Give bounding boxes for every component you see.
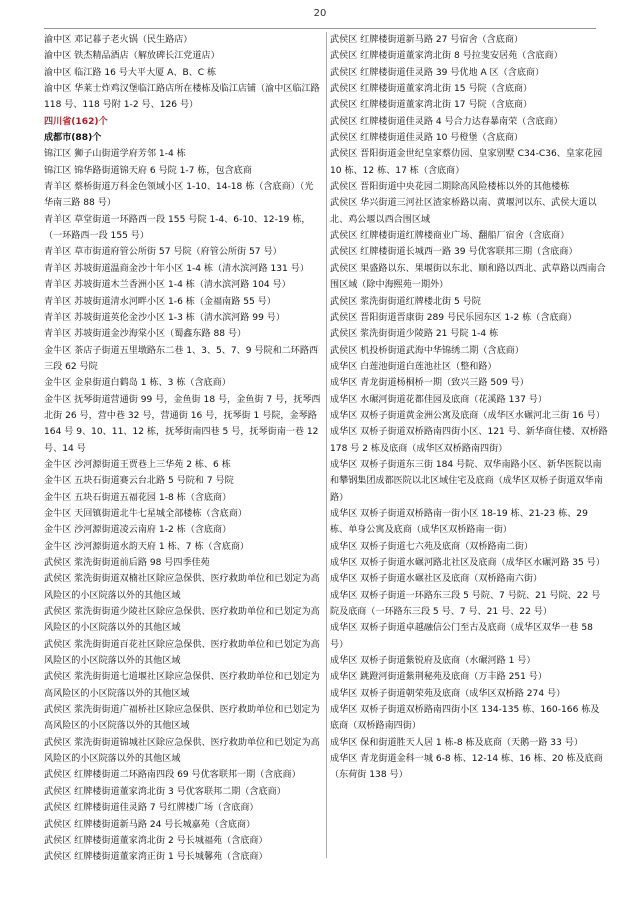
list-item: 武侯区 红牌楼街道佳灵路 7 号红牌楼广场（含底商） — [44, 803, 259, 814]
list-item: 渝中区 临江路 16 号大平大厦 A、B、C 栋 — [44, 67, 217, 78]
list-item: 金牛区 天回镇街道北牛七星城全部楼栋（含底商） — [44, 508, 247, 519]
list-item: 青羊区 苏坡街道金沙海棠小区（蜀鑫东路 88 号） — [44, 329, 247, 340]
city-heading: 成都市(88)个 — [44, 133, 102, 144]
list-item: 渝中区 华莱士炸鸡汉堡临江路店所在楼栋及临江店铺（渝中区临江路 118 号、118 号附 1-2 号、126 号） — [44, 84, 320, 111]
list-item: 成华区 双桥子街道紫锐府及底商（水碾河路 1 号） — [330, 656, 536, 667]
list-item: 渝中区 邓记暮子老火锅（民生路店） — [44, 35, 193, 45]
list-item: 成华区 双桥子街道东三街 184 号院、双华南路小区、新华医院以南和攀钢集团成都医院以北区域住宅及底商（成华区双桥子街道双华南路） — [330, 459, 603, 503]
column-divider — [326, 32, 327, 858]
list-item: 武侯区 红牌楼街道董家湾北街 17 号院（含底商） — [330, 100, 533, 111]
list-item: 成华区 双桥子街道水碾河路北社区及底商（成华区水碾河路 35 号） — [330, 558, 605, 568]
list-item: 武侯区 浆洗街街道双楠社区除应急保供、医疗救助单位和已划定为高风险区的小区院落以外的其他区域 — [44, 574, 320, 601]
list-item: 青羊区 草市街道府管公所街 57 号院（府管公所街 57 号） — [44, 247, 282, 258]
list-item: 武侯区 红牌楼街道新马路 27 号宿舍（含底商） — [330, 35, 524, 45]
list-item: 青羊区 苏坡街道温商金沙十年小区 1-4 栋（清水滨河路 131 号） — [44, 263, 309, 274]
list-item: 武侯区 晋阳街道中央花园二期除高风险楼栋以外的其他楼栋 — [330, 182, 570, 193]
list-item: 武侯区 红牌楼街道佳灵路 4 号合力达春暴南荣（含底商） — [330, 116, 563, 127]
list-item: 武侯区 机投桥街道武海中华锦绣二期（含底商） — [330, 345, 524, 356]
list-item: 青羊区 苏坡街道英伦金沙小区 1-3 栋（清水滨河路 99 号） — [44, 312, 285, 323]
list-item: 武侯区 浆洗街街道百花社区除应急保供、医疗救助单位和已划定为高风险区的小区院落以外的其他区域 — [44, 639, 320, 667]
list-item: 金牛区 茶店子街道五里墩路东二巷 1、3、5、7、9 号院和二环路西三段 62 号院 — [44, 345, 319, 372]
list-item: 成华区 双桥子街道黄金洲公寓及底商（成华区水碾河北三街 16 号） — [330, 410, 605, 421]
list-item: 金牛区 沙河源街道凌云南府 1-2 栋（含底商） — [44, 525, 232, 536]
list-item: 武侯区 浆洗街街道少陵社区除应急保供、医疗救助单位和已划定为高风险区的小区院落以外的其他区域 — [44, 607, 320, 634]
list-item: 成华区 双桥子街道卓越融信公门至古及底商（成华区双华一巷 58 号） — [330, 623, 593, 650]
page-number: 20 — [313, 8, 327, 19]
list-item: 武侯区 红牌楼街道长城西一路 39 号优客联邦三期（含底商） — [330, 247, 578, 258]
list-item: 武侯区 浆洗街街道红牌楼北街 5 号院 — [330, 296, 481, 307]
list-item: 成华区 白莲池街道白莲池社区（整和路） — [330, 361, 497, 372]
list-item: 成华区 跳蹬河街道紫荆秘苑及底商（万丰路 251 号） — [330, 672, 547, 683]
list-item: 武侯区 红牌楼街道董家湾北街 8 号拉斐安居苑（含底商） — [330, 51, 563, 62]
list-item: 金牛区 金泉街道白鹤岛 1 栋、3 栋（含底商） — [44, 378, 231, 389]
list-item: 武侯区 红牌楼街道二环路南四段 69 号优客联邦一期（含底商） — [44, 770, 301, 781]
province-heading: 四川省(162)个 — [44, 116, 108, 127]
list-item: 武侯区 浆洗街街道少陵路 21 号院 1-4 栋 — [330, 329, 499, 340]
list-item: 金牛区 抚琴街道营通街 99 号，金鱼街 18 号，金鱼街 7 号，抚琴西北街 26 号，营中巷 32 号，营通街 16 号，抚琴街 1 号院，金琴路 164 号 9、10、11、12 栋，抚琴街南四巷 5 号，抚琴街南一巷 12 号、14 号 — [44, 394, 321, 454]
list-item: 锦江区 狮子山街道学府芳邻 1-4 栋 — [44, 149, 186, 160]
right-column — [330, 32, 608, 784]
header-rule — [44, 28, 596, 29]
list-item: 武侯区 红牌楼街道董家湾北街 3 号优客联邦二期（含底商） — [44, 786, 286, 797]
list-item: 武侯区 红牌楼街道佳灵路 39 号优地 A 区（含底商） — [330, 67, 545, 78]
list-item: 武侯区 晋阳街道金世纪皇家蔡仂园、皇家别墅 C34-C36、皇家花园 10 栋、12 栋、17 栋（含底商） — [330, 149, 603, 176]
list-item: 金牛区 五块石街道五福花园 1-8 栋（含底商） — [44, 492, 232, 503]
list-item: 武侯区 果盛路以东、果堰街以东北、顺和路以西北、武草路以西南合围区域（除中海熙苑一期外） — [330, 263, 606, 291]
list-item: 武侯区 红牌楼街道董家湾北街 15 号院（含底商） — [330, 84, 533, 95]
list-item: 武侯区 浆洗街街道前后路 98 号四季佳苑 — [44, 558, 210, 568]
list-item: 渝中区 铁杰精品酒店（解放碑长江党道店） — [44, 51, 220, 62]
list-item: 青羊区 苏坡街道木兰香洲小区 1-4 栋（清水滨河路 104 号） — [44, 280, 291, 291]
list-item: 武侯区 红牌楼街道新马路 24 号长城嘉苑（含底商） — [44, 819, 256, 830]
list-item: 成华区 双桥子街道水碾社区及底商（双桥路南六街） — [330, 574, 543, 585]
list-item: 成华区 双桥子街道双桥路南四街小区 134-135 栋、160-166 栋及底商（双桥路南四街） — [330, 705, 600, 732]
list-item: 成华区 双桥子街道一环路东三段 5 号院、7 号院、21 号院、22 号院及底商（一环路东三段 5 号、7 号、21 号、22 号） — [330, 590, 601, 618]
list-item: 青羊区 蔡桥街道万科金色领域小区 1-10、14-18 栋（含底商）（光华南三路 88 号） — [44, 182, 314, 209]
list-item: 武侯区 红牌楼街道董家湾北街 2 号长城福苑（含底商） — [44, 835, 268, 846]
list-item: 青羊区 苏坡街道清水河畔小区 1-6 栋（金福南路 55 号） — [44, 296, 276, 307]
list-item: 金牛区 沙河源街道水韵天府 1 栋、7 栋（含底商） — [44, 541, 250, 552]
list-item: 成华区 青龙街道金科一城 6-8 栋、12-14 栋、16 栋、20 栋及底商（东荷街 138 号） — [330, 754, 603, 781]
list-item: 武侯区 浆洗街街道锦城社区除应急保供、医疗救助单位和已划定为高风险区的小区院落以外的其他区域 — [44, 737, 320, 765]
list-item: 武侯区 红牌楼街道佳灵路 10 号橙堡（含底商） — [330, 133, 524, 144]
list-item: 成华区 双桥子街道七六苑及底商（双桥路南二街） — [330, 541, 533, 552]
list-item: 成华区 双桥子街道朝荣苑及底商（成华区双桥路 274 号） — [330, 688, 566, 699]
list-item: 武侯区 浆洗街街道广福桥社区除应急保供、医疗救助单位和已划定为高风险区的小区院落以外的其他区域 — [44, 705, 320, 732]
list-item: 武侯区 红牌楼街道红牌楼商业广场、翻船厂宿舍（含底商） — [330, 231, 570, 242]
list-item: 成华区 双桥子街道双桥路南四街小区、121 号、新华商住楼、双桥路 178 号 2 栋及底商（成华区双桥路南四街） — [330, 427, 608, 454]
list-item: 金牛区 五块石街道赛云台北路 5 号院和 7 号院 — [44, 476, 234, 487]
list-item: 成华区 水碾河街道花都佳园及底商（花溪路 137 号） — [330, 394, 547, 405]
left-column — [44, 32, 322, 866]
list-item: 武侯区 晋阳街道晋康街 289 号民乐园东区 1-2 栋（含底商） — [330, 312, 577, 323]
list-item: 武侯区 华兴街道三河社区渣家桥路以南、黄堰河以东、武侯大道以北、鸡公堰以西合围区域 — [330, 198, 597, 225]
list-item: 成华区 双桥子街道双桥路南一街小区 18-19 栋、21-23 栋、29 栋、单身公寓及底商（成华区双桥路南一街） — [330, 508, 588, 536]
list-item: 成华区 青龙街道杨桐桥一期（致兴三路 509 号） — [330, 378, 529, 389]
list-item: 武侯区 浆洗街街道七道堰社区除应急保供、医疗救助单位和已划定为高风险区的小区院落以外的其他区域 — [44, 672, 320, 699]
list-item: 金牛区 沙河源街道王贾巷上三华苑 2 栋、6 栋 — [44, 459, 231, 470]
list-item: 武侯区 红牌楼街道董家湾正街 1 号长城馨苑（含底商） — [44, 852, 268, 863]
list-item: 成华区 保和街道胜天人居 1 栋-8 栋及底商（天鹅一路 33 号） — [330, 737, 583, 748]
list-item: 青羊区 草堂街道一环路西一段 155 号院 1-4、6-10、12-19 栋，（一环路西一段 155 号） — [44, 214, 311, 242]
list-item: 锦江区 锦华路街道锦天府 6 号院 1-7 栋，包含底商 — [44, 165, 252, 176]
